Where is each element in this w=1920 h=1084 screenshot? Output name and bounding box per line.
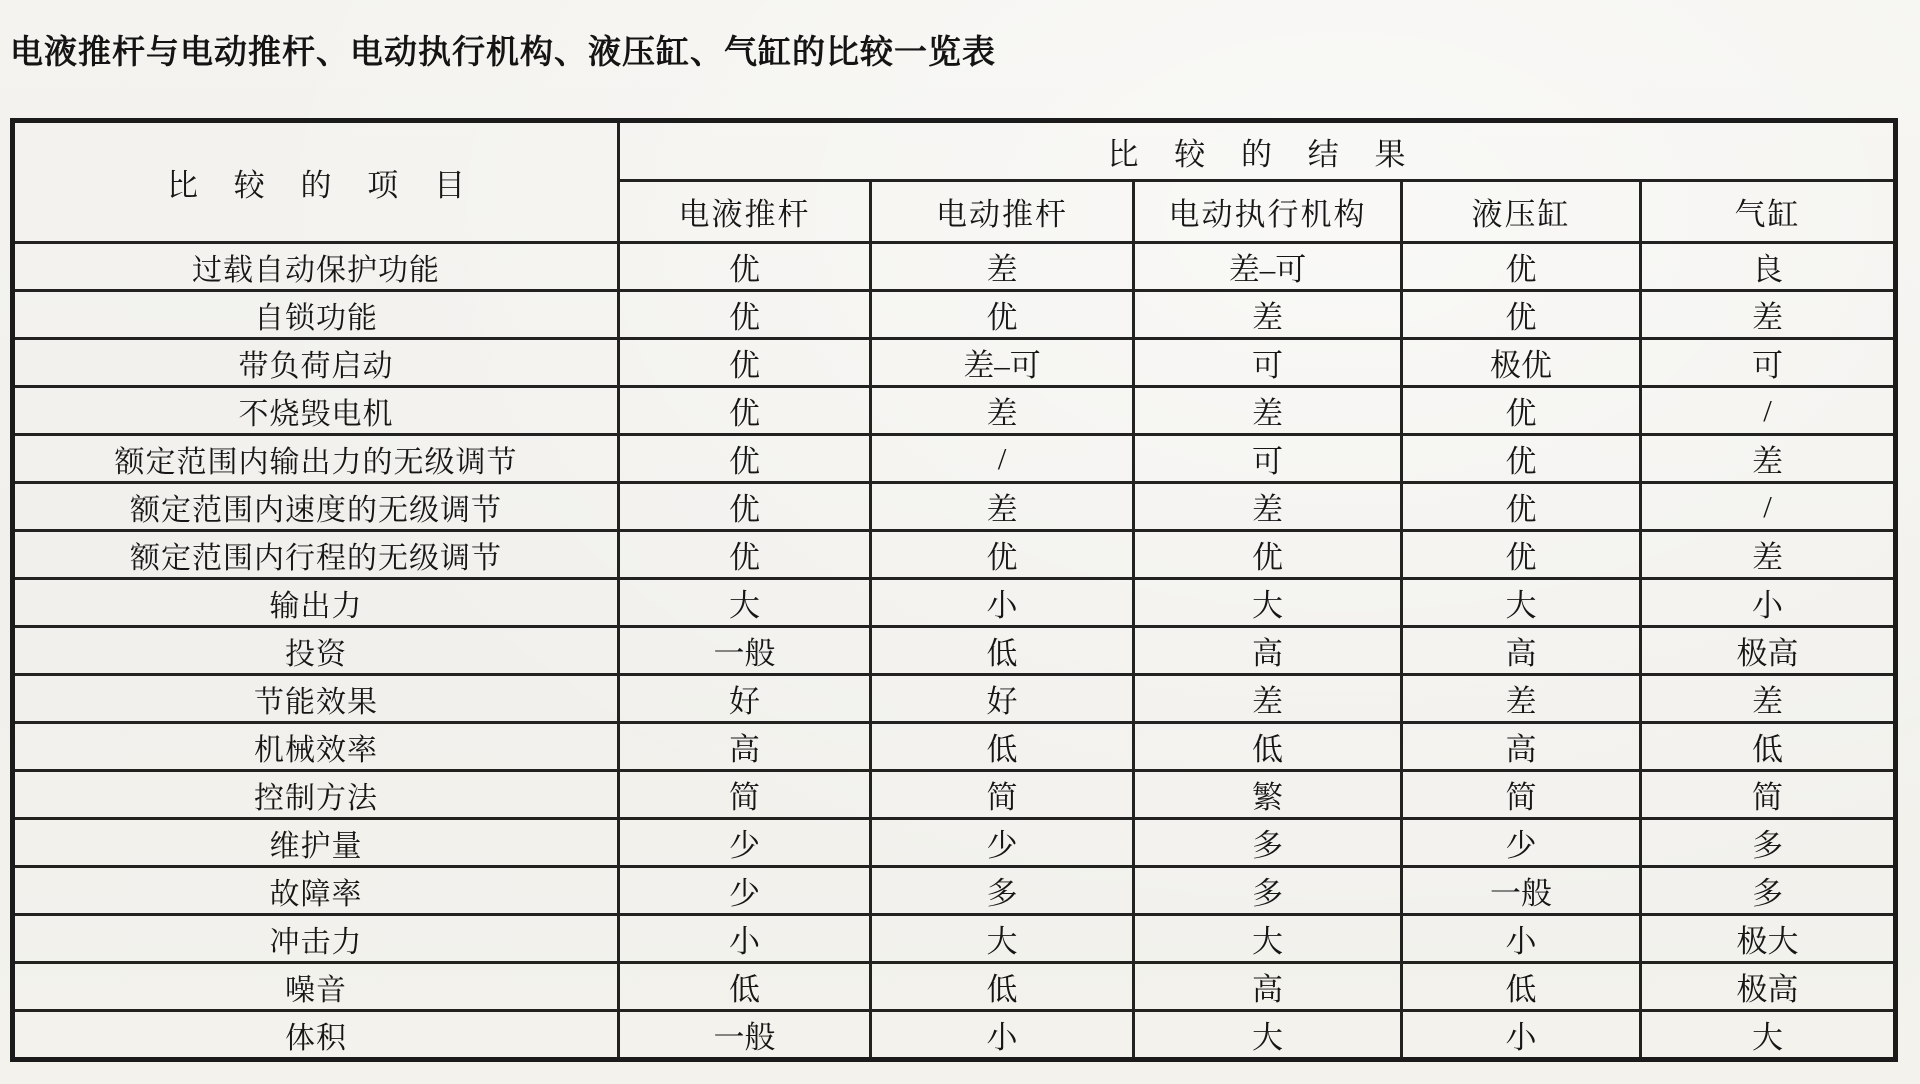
cell-value: 优 xyxy=(1402,243,1641,291)
cell-value: 低 xyxy=(871,963,1134,1011)
cell-value: 大 xyxy=(871,915,1134,963)
cell-value: 优 xyxy=(619,483,871,531)
row-item-label: 冲击力 xyxy=(13,915,619,963)
table-row xyxy=(13,531,1896,579)
cell-value: 优 xyxy=(1402,531,1641,579)
cell-value: 大 xyxy=(1402,579,1641,627)
column-header: 气缸 xyxy=(1641,181,1896,243)
row-item-label: 投资 xyxy=(13,627,619,675)
row-item-label: 不烧毁电机 xyxy=(13,387,619,435)
table-row xyxy=(13,915,1896,963)
cell-value: 优 xyxy=(619,387,871,435)
cell-value: 多 xyxy=(871,867,1134,915)
cell-value: 差 xyxy=(871,483,1134,531)
cell-value: 高 xyxy=(1134,963,1402,1011)
cell-value: 高 xyxy=(1134,627,1402,675)
table-header xyxy=(13,121,1896,243)
cell-value: 多 xyxy=(1641,867,1896,915)
cell-value: 大 xyxy=(1134,915,1402,963)
row-item-label: 额定范围内行程的无级调节 xyxy=(13,531,619,579)
table-row xyxy=(13,819,1896,867)
page-title: 电液推杆与电动推杆、电动执行机构、液压缸、气缸的比较一览表 xyxy=(10,33,996,70)
cell-value: 差 xyxy=(1134,483,1402,531)
table-row xyxy=(13,339,1896,387)
table-row xyxy=(13,243,1896,291)
cell-value: 高 xyxy=(1402,627,1641,675)
cell-value: 极大 xyxy=(1641,915,1896,963)
cell-value: 小 xyxy=(1402,915,1641,963)
cell-value: 大 xyxy=(1134,1011,1402,1060)
cell-value: 少 xyxy=(871,819,1134,867)
cell-value: 小 xyxy=(871,579,1134,627)
cell-value: 优 xyxy=(619,243,871,291)
row-item-label: 输出力 xyxy=(13,579,619,627)
table-row xyxy=(13,1011,1896,1060)
cell-value: 可 xyxy=(1641,339,1896,387)
cell-value: 一般 xyxy=(619,1011,871,1060)
cell-value: 少 xyxy=(619,867,871,915)
cell-value: 低 xyxy=(871,627,1134,675)
cell-value: 简 xyxy=(1402,771,1641,819)
table-row xyxy=(13,675,1896,723)
cell-value: 少 xyxy=(619,819,871,867)
cell-value: 一般 xyxy=(619,627,871,675)
table-row xyxy=(13,483,1896,531)
cell-value: 差 xyxy=(1134,387,1402,435)
column-header: 液压缸 xyxy=(1402,181,1641,243)
row-item-label: 维护量 xyxy=(13,819,619,867)
cell-value: 差 xyxy=(1134,675,1402,723)
cell-value: 优 xyxy=(871,291,1134,339)
result-group-header: 比 较 的 结 果 xyxy=(619,121,1896,181)
column-header: 电动推杆 xyxy=(871,181,1134,243)
cell-value: 低 xyxy=(1134,723,1402,771)
cell-value: 差 xyxy=(1641,675,1896,723)
cell-value: 低 xyxy=(1641,723,1896,771)
column-header: 电动执行机构 xyxy=(1134,181,1402,243)
cell-value: 高 xyxy=(619,723,871,771)
cell-value: 好 xyxy=(871,675,1134,723)
cell-value: 差 xyxy=(1641,435,1896,483)
row-item-label: 自锁功能 xyxy=(13,291,619,339)
cell-value: 低 xyxy=(1402,963,1641,1011)
cell-value: 简 xyxy=(871,771,1134,819)
cell-value: 低 xyxy=(871,723,1134,771)
cell-value: 优 xyxy=(1402,435,1641,483)
table-row xyxy=(13,387,1896,435)
cell-value: 优 xyxy=(619,531,871,579)
cell-value: 简 xyxy=(619,771,871,819)
cell-value: 极优 xyxy=(1402,339,1641,387)
table-row xyxy=(13,771,1896,819)
cell-value: / xyxy=(1641,483,1896,531)
item-column-header: 比 较 的 项 目 xyxy=(13,121,619,243)
cell-value: 小 xyxy=(1641,579,1896,627)
cell-value: 差 xyxy=(1641,531,1896,579)
cell-value: 一般 xyxy=(1402,867,1641,915)
cell-value: 优 xyxy=(1134,531,1402,579)
cell-value: 优 xyxy=(1402,291,1641,339)
cell-value: 优 xyxy=(871,531,1134,579)
table-row xyxy=(13,291,1896,339)
table-row xyxy=(13,435,1896,483)
table-row xyxy=(13,723,1896,771)
cell-value: 大 xyxy=(1641,1011,1896,1060)
table-row xyxy=(13,627,1896,675)
row-item-label: 噪音 xyxy=(13,963,619,1011)
cell-value: 差 xyxy=(871,243,1134,291)
cell-value: 大 xyxy=(619,579,871,627)
table-row xyxy=(13,579,1896,627)
table-row xyxy=(13,963,1896,1011)
row-item-label: 额定范围内速度的无级调节 xyxy=(13,483,619,531)
cell-value: 好 xyxy=(619,675,871,723)
cell-value: 差 xyxy=(1134,291,1402,339)
row-item-label: 带负荷启动 xyxy=(13,339,619,387)
cell-value: 小 xyxy=(871,1011,1134,1060)
cell-value: / xyxy=(1641,387,1896,435)
cell-value: 多 xyxy=(1641,819,1896,867)
cell-value: 可 xyxy=(1134,339,1402,387)
cell-value: 优 xyxy=(1402,387,1641,435)
row-item-label: 过载自动保护功能 xyxy=(13,243,619,291)
cell-value: 优 xyxy=(619,339,871,387)
table-row xyxy=(13,867,1896,915)
row-item-label: 节能效果 xyxy=(13,675,619,723)
cell-value: 差 xyxy=(1641,291,1896,339)
comparison-table xyxy=(10,118,1898,1062)
cell-value: 繁 xyxy=(1134,771,1402,819)
cell-value: 多 xyxy=(1134,867,1402,915)
header-row-group xyxy=(13,121,1896,181)
cell-value: 优 xyxy=(1402,483,1641,531)
row-item-label: 额定范围内输出力的无级调节 xyxy=(13,435,619,483)
cell-value: 差–可 xyxy=(871,339,1134,387)
cell-value: 多 xyxy=(1134,819,1402,867)
cell-value: 极高 xyxy=(1641,627,1896,675)
row-item-label: 机械效率 xyxy=(13,723,619,771)
cell-value: 优 xyxy=(619,291,871,339)
cell-value: 差 xyxy=(871,387,1134,435)
table-body xyxy=(13,243,1896,1060)
cell-value: 少 xyxy=(1402,819,1641,867)
cell-value: 低 xyxy=(619,963,871,1011)
cell-value: 小 xyxy=(1402,1011,1641,1060)
cell-value: 简 xyxy=(1641,771,1896,819)
cell-value: 小 xyxy=(619,915,871,963)
cell-value: 优 xyxy=(619,435,871,483)
cell-value: 高 xyxy=(1402,723,1641,771)
cell-value: 大 xyxy=(1134,579,1402,627)
column-header: 电液推杆 xyxy=(619,181,871,243)
row-item-label: 控制方法 xyxy=(13,771,619,819)
cell-value: 良 xyxy=(1641,243,1896,291)
cell-value: 极高 xyxy=(1641,963,1896,1011)
cell-value: 差–可 xyxy=(1134,243,1402,291)
cell-value: 可 xyxy=(1134,435,1402,483)
cell-value: 差 xyxy=(1402,675,1641,723)
row-item-label: 体积 xyxy=(13,1011,619,1060)
row-item-label: 故障率 xyxy=(13,867,619,915)
cell-value: / xyxy=(871,435,1134,483)
